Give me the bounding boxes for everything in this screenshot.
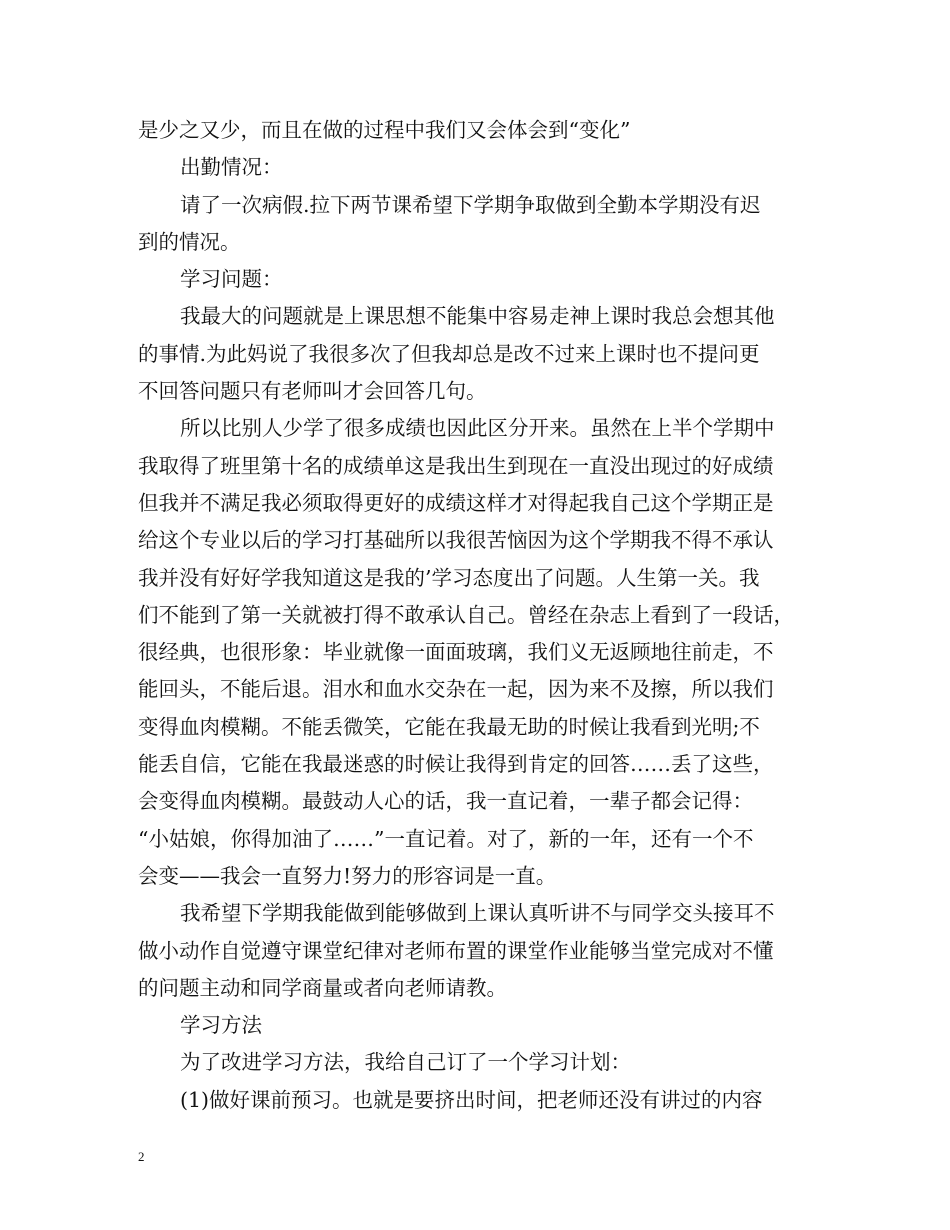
text-line: 所以比别人少学了很多成绩也因此区分开来。虽然在上半个学期中 — [180, 416, 775, 441]
text-line: 不回答问题只有老师叫才会回答几句。 — [138, 379, 487, 404]
text-line: 会变得血肉模糊。最鼓动人心的话，我一直记着，一辈子都会记得： — [138, 789, 753, 814]
text-line: 到的情况。 — [138, 229, 241, 254]
text-line: 为了改进学习方法，我给自己订了一个学习计划： — [180, 1050, 631, 1075]
text-line: 请了一次病假.拉下两节课希望下学期争取做到全勤本学期没有迟 — [180, 192, 761, 217]
text-line: 能丢自信，它能在我最迷惑的时候让我得到肯定的回答……丢了这些， — [138, 752, 774, 777]
text-line: 的事情.为此妈说了我很多次了但我却总是改不过来上课时也不提问更 — [138, 341, 760, 366]
text-line: 我取得了班里第十名的成绩单这是我出生到现在一直没出现过的好成绩 — [138, 453, 774, 478]
text-line: 们不能到了第一关就被打得不敢承认自己。曾经在杂志上看到了一段话， — [138, 602, 794, 627]
text-line: 学习问题： — [180, 267, 283, 292]
text-line: 出勤情况： — [180, 155, 283, 180]
text-line: 学习方法 — [180, 1013, 262, 1038]
text-line: 我最大的问题就是上课思想不能集中容易走神上课时我总会想其他 — [180, 304, 775, 329]
text-line: 很经典，也很形象：毕业就像一面面玻璃，我们义无返顾地往前走，不 — [138, 640, 774, 665]
text-line: 是少之又少，而且在做的过程中我们又会体会到“变化” — [138, 118, 631, 142]
text-line: 的问题主动和同学商量或者向老师请教。 — [138, 975, 507, 1000]
text-line: 但我并不满足我必须取得更好的成绩这样才对得起我自己这个学期正是 — [138, 490, 774, 515]
page-number: 2 — [138, 1149, 145, 1164]
text-line: 会变——我会一直努力!努力的形容词是一直。 — [138, 863, 557, 888]
text-line: 能回头，不能后退。泪水和血水交杂在一起，因为来不及擦，所以我们 — [138, 677, 774, 702]
text-line: 变得血肉模糊。不能丢微笑，它能在我最无助的时候让我看到光明;不 — [138, 714, 760, 739]
text-line: 我希望下学期我能做到能够做到上课认真听讲不与同学交头接耳不 — [180, 901, 775, 926]
text-line: (1)做好课前预习。也就是要挤出时间，把老师还没有讲过的内容 — [180, 1087, 763, 1112]
body-text — [138, 112, 828, 1119]
text-line: “小姑娘，你得加油了……”一直记着。对了，新的一年，还有一个不 — [138, 826, 754, 851]
text-line: 做小动作自觉遵守课堂纪律对老师布置的课堂作业能够当堂完成对不懂 — [138, 938, 774, 963]
text-line: 我并没有好好学我知道这是我的’学习态度出了问题。人生第一关。我 — [138, 565, 760, 590]
text-line: 给这个专业以后的学习打基础所以我很苦恼因为这个学期我不得不承认 — [138, 528, 774, 553]
